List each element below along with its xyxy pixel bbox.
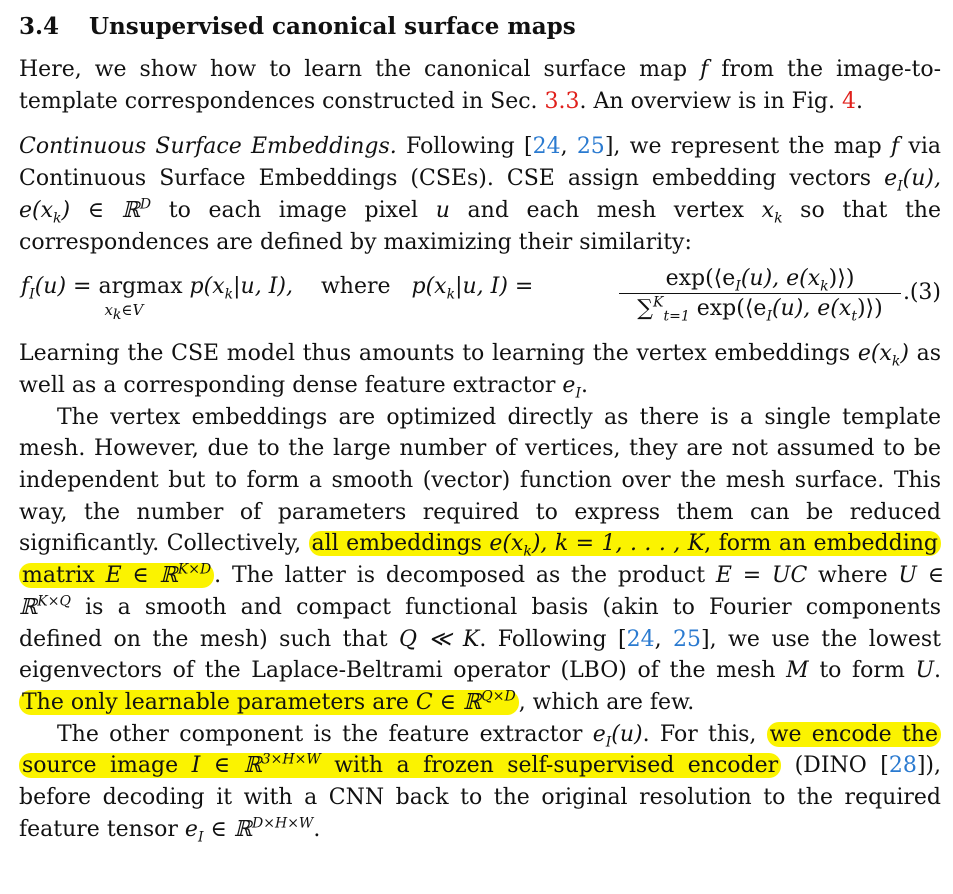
math-M: M xyxy=(786,658,809,684)
section-number: 3.4 xyxy=(19,13,60,40)
figure-reference-link[interactable]: 4 xyxy=(841,88,856,114)
equation-period: . xyxy=(903,280,910,306)
math-U: U xyxy=(915,658,934,684)
feature-text: . xyxy=(313,816,321,842)
vertex-text: , xyxy=(654,626,674,652)
vertex-paragraph xyxy=(19,402,944,719)
math-E-UC: E = UC xyxy=(715,563,808,589)
feature-paragraph xyxy=(19,719,941,846)
section-reference-link[interactable]: 3.3 xyxy=(544,88,580,114)
feature-text: The other component is the feature extractor xyxy=(57,721,593,747)
math-eI-tensor: $e_I$ ∈ ℝ$^{D\times H\times W}$ xyxy=(184,815,314,846)
fraction-denominator: ∑$^K_{t=1}$ $\exp(⟨e_I(u)$, $e(x_t)⟩$) xyxy=(637,294,883,325)
highlight-learnable-params: The only learnable parameters are C ∈ ℝ$^{Q\times D}$ xyxy=(19,690,519,715)
citation-link[interactable]: 25 xyxy=(673,626,702,652)
math-f: f xyxy=(700,57,709,82)
vertex-text: , which are few. xyxy=(518,689,695,715)
vertex-text: . The latter is decomposed as the product xyxy=(214,563,716,589)
learning-paragraph xyxy=(19,338,941,401)
intro-paragraph xyxy=(19,54,941,117)
cse-text: ], we represent the map xyxy=(604,134,891,160)
equation-lhs: $f_I(u) = argmax$ $x_k\in V$ $p(x_k|u$, I), where $p(x_k|u$, I) = xyxy=(21,274,534,324)
highlight-frozen-encoder: we encode the source image I ∈ ℝ$^{3\times H\times W}$ with a frozen self-supervised encoder xyxy=(19,722,941,779)
learning-text: . xyxy=(580,372,588,398)
vertex-text: The vertex embeddings are optimized directly as there is a single template mesh. However, due to the large number of vertices, they are not assumed to be independent but to form a smooth (vector) function over the mesh surface. This way, the number of parameters required to express them can be reduced significantly. Collectively, xyxy=(19,404,941,557)
cse-paragraph xyxy=(19,131,941,258)
section-heading xyxy=(19,12,941,42)
cse-text: and each mesh vertex xyxy=(449,197,762,223)
vertex-text: is a smooth and compact functional basis (akin to Fourier components defined on the mesh) such that xyxy=(19,594,941,652)
cse-text: so that the correspondences are defined by maximizing their similarity: xyxy=(19,197,941,255)
feature-text: ]), before decoding it with a CNN back to the original resolution to the required feature tensor xyxy=(19,753,942,842)
intro-text: . xyxy=(855,88,863,114)
intro-text: Here, we show how to learn the canonical surface map xyxy=(19,57,701,82)
math-exk: $e(x_k)$ xyxy=(857,341,909,370)
paragraph-lead: Continuous Surface Embeddings. xyxy=(19,134,397,160)
math-embedding: $e_I(u)$, $e(x_k)$ ∈ ℝ$^D$ xyxy=(19,166,941,227)
math-f: f xyxy=(891,134,900,160)
citation-link[interactable]: 28 xyxy=(888,753,917,779)
vertex-text: . xyxy=(933,658,941,684)
math-u: u xyxy=(435,197,450,223)
math-eI: $e_I$ xyxy=(562,372,581,402)
equation-3 xyxy=(19,266,941,334)
citation-link[interactable]: 24 xyxy=(532,134,561,160)
feature-text: (DINO [ xyxy=(781,753,889,779)
vertex-text: where xyxy=(807,563,899,589)
highlight-embedding-matrix: all embeddings $e(x_k)$, k = 1, . . . , K, form an embedding matrix E ∈ ℝ$^{K\times D}$ xyxy=(19,531,941,588)
equation-number: (3) xyxy=(909,280,941,306)
citation-link[interactable]: 25 xyxy=(576,134,605,160)
vertex-text: to form xyxy=(808,658,916,684)
intro-text: . An overview is in Fig. xyxy=(579,88,842,114)
cse-text: Following [ xyxy=(396,134,533,160)
citation-link[interactable]: 24 xyxy=(626,626,655,652)
cse-text: to each image pixel xyxy=(151,197,436,223)
cse-text: via Continuous Surface Embeddings (CSEs). CSE assign embedding vectors xyxy=(19,134,941,192)
paper-page xyxy=(19,10,944,846)
feature-text: . For this, xyxy=(642,721,767,747)
vertex-text: . Following [ xyxy=(479,626,627,652)
math-xk: $x_k$ xyxy=(761,197,783,227)
intro-text: from the image-to-template correspondences constructed in Sec. xyxy=(19,57,942,114)
section-title: Unsupervised canonical surface maps xyxy=(89,13,576,40)
fraction-numerator: $\exp(⟨e_I(u)$, $e(x_k)⟩$) xyxy=(619,266,901,294)
math-U: U ∈ ℝ$^{K\times Q}$ xyxy=(19,563,944,620)
vertex-text: ], we use the lowest eigenvectors of the Laplace-Beltrami operator (LBO) of the mesh xyxy=(19,626,941,684)
math-Q-K: Q ≪ K xyxy=(398,626,480,652)
math-eIu: $e_I(u)$ xyxy=(592,721,643,751)
argmax-operator: argmax $x_k\in V$ xyxy=(98,274,183,324)
softmax-fraction xyxy=(619,266,901,325)
learning-text: Learning the CSE model thus amounts to learning the vertex embeddings xyxy=(19,341,858,367)
learning-text: as well as a corresponding dense feature extractor xyxy=(19,341,941,398)
cse-text: , xyxy=(560,134,577,160)
where-keyword: where xyxy=(320,274,391,300)
